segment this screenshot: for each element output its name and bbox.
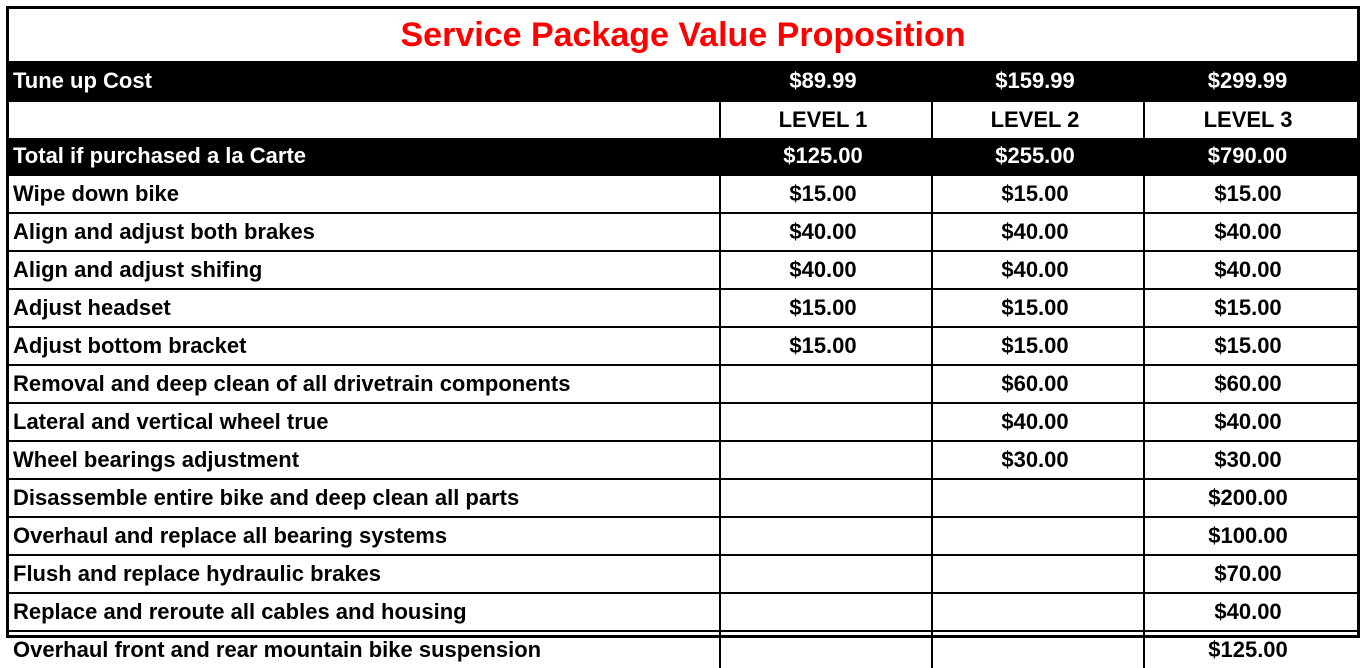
service-price-level-1 bbox=[720, 631, 932, 668]
table-row bbox=[9, 365, 1357, 403]
service-name: Align and adjust both brakes bbox=[9, 213, 720, 251]
service-name: Wheel bearings adjustment bbox=[9, 441, 720, 479]
service-price-level-3: $70.00 bbox=[1144, 555, 1357, 593]
table-row bbox=[9, 213, 1357, 251]
a-la-carte-total-level-3: $790.00 bbox=[1144, 138, 1357, 175]
service-price-level-2: $30.00 bbox=[932, 441, 1144, 479]
service-price-level-3: $60.00 bbox=[1144, 365, 1357, 403]
table-row bbox=[9, 631, 1357, 668]
table-row bbox=[9, 555, 1357, 593]
a-la-carte-total-level-1: $125.00 bbox=[720, 138, 932, 175]
service-price-level-3: $15.00 bbox=[1144, 289, 1357, 327]
service-price-level-1 bbox=[720, 593, 932, 631]
service-price-level-2 bbox=[932, 631, 1144, 668]
table-row bbox=[9, 327, 1357, 365]
level-2-header: LEVEL 2 bbox=[932, 101, 1144, 138]
service-price-level-3: $15.00 bbox=[1144, 175, 1357, 213]
service-package-table bbox=[6, 6, 1360, 662]
service-price-level-3: $200.00 bbox=[1144, 479, 1357, 517]
service-price-level-1 bbox=[720, 517, 932, 555]
a-la-carte-total-level-2: $255.00 bbox=[932, 138, 1144, 175]
tune-up-price-level-2: $159.99 bbox=[932, 62, 1144, 102]
tune-up-cost-row bbox=[9, 62, 1357, 102]
service-price-level-2 bbox=[932, 555, 1144, 593]
table-row bbox=[9, 251, 1357, 289]
service-price-level-1: $40.00 bbox=[720, 251, 932, 289]
service-price-level-3: $100.00 bbox=[1144, 517, 1357, 555]
service-price-level-1 bbox=[720, 441, 932, 479]
service-price-level-2: $15.00 bbox=[932, 175, 1144, 213]
service-price-level-2 bbox=[932, 593, 1144, 631]
service-name: Replace and reroute all cables and housing bbox=[9, 593, 720, 631]
service-price-level-2: $40.00 bbox=[932, 403, 1144, 441]
table-row bbox=[9, 517, 1357, 555]
service-price-level-1 bbox=[720, 479, 932, 517]
level-1-header: LEVEL 1 bbox=[720, 101, 932, 138]
service-name: Align and adjust shifing bbox=[9, 251, 720, 289]
tune-up-price-level-1: $89.99 bbox=[720, 62, 932, 102]
service-name: Overhaul front and rear mountain bike suspension bbox=[9, 631, 720, 668]
service-name: Removal and deep clean of all drivetrain components bbox=[9, 365, 720, 403]
service-name: Overhaul and replace all bearing systems bbox=[9, 517, 720, 555]
service-name: Adjust headset bbox=[9, 289, 720, 327]
service-price-level-1 bbox=[720, 403, 932, 441]
service-price-level-3: $40.00 bbox=[1144, 251, 1357, 289]
table-row bbox=[9, 479, 1357, 517]
service-price-level-2: $15.00 bbox=[932, 289, 1144, 327]
pricing-grid bbox=[9, 9, 1357, 668]
tune-up-price-level-3: $299.99 bbox=[1144, 62, 1357, 102]
service-name: Disassemble entire bike and deep clean all parts bbox=[9, 479, 720, 517]
table-row bbox=[9, 441, 1357, 479]
service-price-level-1: $15.00 bbox=[720, 327, 932, 365]
service-price-level-1 bbox=[720, 365, 932, 403]
level-header-blank bbox=[9, 101, 720, 138]
level-3-header: LEVEL 3 bbox=[1144, 101, 1357, 138]
service-price-level-2: $40.00 bbox=[932, 251, 1144, 289]
service-price-level-3: $40.00 bbox=[1144, 403, 1357, 441]
service-price-level-2: $60.00 bbox=[932, 365, 1144, 403]
service-name: Adjust bottom bracket bbox=[9, 327, 720, 365]
service-price-level-3: $40.00 bbox=[1144, 593, 1357, 631]
table-row bbox=[9, 593, 1357, 631]
service-name: Flush and replace hydraulic brakes bbox=[9, 555, 720, 593]
a-la-carte-label: Total if purchased a la Carte bbox=[9, 138, 720, 175]
table-row bbox=[9, 175, 1357, 213]
service-price-level-1: $15.00 bbox=[720, 175, 932, 213]
service-name: Wipe down bike bbox=[9, 175, 720, 213]
service-price-level-2 bbox=[932, 479, 1144, 517]
tune-up-cost-label: Tune up Cost bbox=[9, 62, 720, 102]
service-price-level-2: $40.00 bbox=[932, 213, 1144, 251]
level-header-row bbox=[9, 101, 1357, 138]
service-price-level-3: $125.00 bbox=[1144, 631, 1357, 668]
page-title: Service Package Value Proposition bbox=[9, 9, 1357, 62]
service-price-level-1: $40.00 bbox=[720, 213, 932, 251]
service-price-level-3: $15.00 bbox=[1144, 327, 1357, 365]
service-name: Lateral and vertical wheel true bbox=[9, 403, 720, 441]
table-row bbox=[9, 403, 1357, 441]
a-la-carte-total-row bbox=[9, 138, 1357, 175]
title-row bbox=[9, 9, 1357, 62]
service-price-level-3: $40.00 bbox=[1144, 213, 1357, 251]
service-price-level-1 bbox=[720, 555, 932, 593]
service-price-level-1: $15.00 bbox=[720, 289, 932, 327]
table-row bbox=[9, 289, 1357, 327]
service-price-level-2 bbox=[932, 517, 1144, 555]
service-price-level-3: $30.00 bbox=[1144, 441, 1357, 479]
service-price-level-2: $15.00 bbox=[932, 327, 1144, 365]
